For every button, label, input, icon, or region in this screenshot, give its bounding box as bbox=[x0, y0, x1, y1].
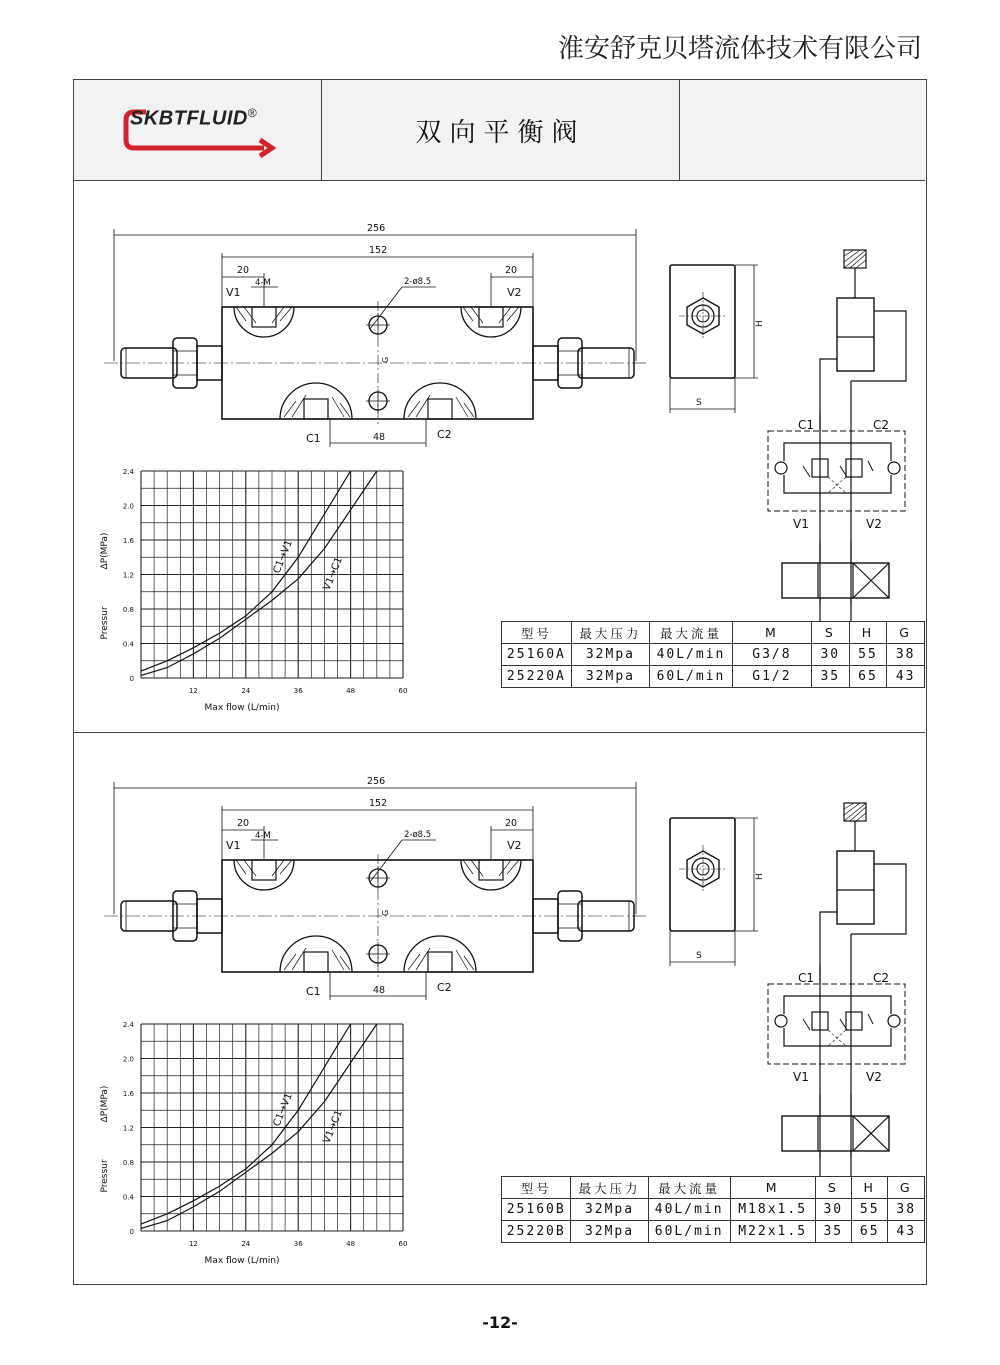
dim-overall: 256 bbox=[367, 776, 386, 787]
dim-4m: 4-M bbox=[255, 831, 271, 841]
table-cell: G1/2 bbox=[732, 666, 811, 688]
x-tick-label: 36 bbox=[293, 1240, 303, 1248]
y-tick-label: 1.2 bbox=[122, 1124, 134, 1133]
x-tick-label: 24 bbox=[241, 1240, 251, 1248]
y-axis-label-a: ΔP(MPa) bbox=[100, 532, 110, 570]
table-cell: 40L/min bbox=[650, 644, 733, 666]
label-c1: C1 bbox=[306, 432, 321, 445]
label-c2: C2 bbox=[437, 981, 452, 994]
table-cell: 32Mpa bbox=[571, 666, 649, 688]
table-header-cell: 最大压力 bbox=[571, 622, 649, 644]
side-view bbox=[670, 818, 758, 966]
table-header-cell: G bbox=[888, 1177, 925, 1199]
table-cell: M18x1.5 bbox=[730, 1199, 815, 1221]
page-frame bbox=[73, 79, 927, 1285]
performance-graph bbox=[100, 1021, 407, 1266]
schematic-c2: C2 bbox=[873, 418, 890, 432]
y-tick-label: 2.0 bbox=[122, 502, 134, 511]
schematic-v1: V1 bbox=[793, 1070, 809, 1084]
table-cell: 32Mpa bbox=[571, 1199, 648, 1221]
table-cell: 25220A bbox=[502, 666, 572, 688]
label-g: G bbox=[381, 356, 390, 363]
y-tick-label: 2.0 bbox=[122, 1055, 134, 1064]
label-v2: V2 bbox=[507, 839, 522, 852]
table-header-cell: H bbox=[849, 622, 887, 644]
table-cell: 35 bbox=[811, 666, 849, 688]
table-header-cell: 最大压力 bbox=[571, 1177, 648, 1199]
label-s: S bbox=[696, 951, 702, 961]
table-row bbox=[502, 1221, 925, 1243]
table-header-cell: S bbox=[811, 622, 849, 644]
page-number: -12- bbox=[482, 1313, 518, 1332]
label-v2: V2 bbox=[507, 286, 522, 299]
y-tick-label: 1.6 bbox=[122, 537, 134, 545]
schematic-c2: C2 bbox=[873, 971, 890, 985]
x-axis-label: Max flow (L/min) bbox=[204, 703, 280, 713]
dim-left-20: 20 bbox=[237, 265, 250, 276]
label-v1: V1 bbox=[226, 839, 241, 852]
table-header-cell: H bbox=[852, 1177, 888, 1199]
schematic-v1: V1 bbox=[793, 517, 809, 531]
section-divider bbox=[74, 732, 925, 733]
table-cell: 30 bbox=[815, 1199, 851, 1221]
dim-right-20: 20 bbox=[505, 818, 518, 829]
curve-label-c1v1: C1→V1 bbox=[271, 538, 295, 576]
y-tick-label: 1.2 bbox=[122, 571, 134, 580]
dim-overall: 256 bbox=[367, 223, 386, 234]
x-axis-label: Max flow (L/min) bbox=[204, 1256, 280, 1266]
table-header-cell: 型号 bbox=[502, 622, 572, 644]
table-cell: 40L/min bbox=[648, 1199, 730, 1221]
performance-graph bbox=[100, 468, 407, 713]
logo-reg: ® bbox=[247, 106, 258, 120]
schematic-v2: V2 bbox=[866, 517, 882, 531]
dim-body: 152 bbox=[369, 245, 388, 256]
x-tick-label: 12 bbox=[188, 687, 198, 695]
side-view bbox=[670, 265, 758, 413]
dim-left-20: 20 bbox=[237, 818, 250, 829]
schematic-c1: C1 bbox=[798, 971, 815, 985]
x-tick-label: 36 bbox=[293, 687, 303, 695]
y-tick-label: 0.8 bbox=[122, 1159, 134, 1167]
label-c1: C1 bbox=[306, 985, 321, 998]
hydraulic-schematic bbox=[768, 803, 906, 1194]
label-c2: C2 bbox=[437, 428, 452, 441]
company-name: 淮安舒克贝塔流体技术有限公司 bbox=[557, 34, 922, 64]
y-tick-label: 2.4 bbox=[122, 1021, 134, 1029]
dim-48: 48 bbox=[373, 985, 386, 996]
curve-label-v1c1: V1→C1 bbox=[321, 555, 345, 593]
table-cell: 25220B bbox=[502, 1221, 571, 1243]
logo-cell bbox=[74, 80, 322, 180]
table-header-cell: S bbox=[815, 1177, 851, 1199]
y-axis-label-a: ΔP(MPa) bbox=[100, 1085, 110, 1123]
table-cell: 65 bbox=[852, 1221, 888, 1243]
curve-label-c1v1: C1→V1 bbox=[271, 1091, 295, 1129]
section-a bbox=[74, 181, 925, 732]
x-tick-label: 24 bbox=[241, 687, 251, 695]
x-tick-label: 48 bbox=[346, 687, 356, 695]
section-b bbox=[74, 734, 925, 1284]
y-axis-label-b: Pressur bbox=[100, 1159, 110, 1193]
hydraulic-schematic bbox=[768, 250, 906, 641]
table-cell: M22x1.5 bbox=[730, 1221, 815, 1243]
table-cell: 38 bbox=[887, 644, 925, 666]
table-header-cell: 最大流量 bbox=[650, 622, 733, 644]
table-cell: 30 bbox=[811, 644, 849, 666]
valve-drawing bbox=[104, 782, 646, 1000]
y-tick-label: 0.4 bbox=[122, 640, 134, 649]
y-axis-label-b: Pressur bbox=[100, 606, 110, 640]
table-header-cell: 最大流量 bbox=[648, 1177, 730, 1199]
y-tick-label: 1.6 bbox=[122, 1090, 134, 1098]
y-tick-label: 0.8 bbox=[122, 606, 134, 614]
header-row bbox=[74, 80, 925, 181]
dim-right-20: 20 bbox=[505, 265, 518, 276]
curve-label-v1c1: V1→C1 bbox=[321, 1108, 345, 1146]
table-cell: 43 bbox=[888, 1221, 925, 1243]
label-h: H bbox=[755, 873, 765, 880]
logo-word: SKBTFLUID bbox=[130, 107, 248, 130]
table-row bbox=[502, 644, 925, 666]
table-row bbox=[502, 1199, 925, 1221]
table-cell: 32Mpa bbox=[571, 1221, 648, 1243]
table-cell: 35 bbox=[815, 1221, 851, 1243]
table-header-cell: M bbox=[732, 622, 811, 644]
table-header-cell: G bbox=[887, 622, 925, 644]
dim-4m: 4-M bbox=[255, 278, 271, 288]
table-cell: 32Mpa bbox=[571, 644, 649, 666]
table-cell: 25160B bbox=[502, 1199, 571, 1221]
table-row bbox=[502, 666, 925, 688]
label-s: S bbox=[696, 398, 702, 408]
title-cell bbox=[322, 80, 680, 180]
table-header-row bbox=[502, 622, 925, 644]
table-cell: 55 bbox=[849, 644, 887, 666]
spec-table bbox=[501, 621, 925, 688]
schematic-v2: V2 bbox=[866, 1070, 882, 1084]
y-tick-label: 0.4 bbox=[122, 1193, 134, 1202]
x-tick-label: 60 bbox=[398, 687, 408, 695]
label-h: H bbox=[755, 320, 765, 327]
y-tick-label: 0 bbox=[129, 1228, 134, 1236]
table-header-row bbox=[502, 1177, 925, 1199]
x-tick-label: 12 bbox=[188, 1240, 198, 1248]
dim-hole: 2-ø8.5 bbox=[404, 277, 432, 287]
table-cell: G3/8 bbox=[732, 644, 811, 666]
table-cell: 65 bbox=[849, 666, 887, 688]
blank-cell bbox=[680, 80, 925, 180]
y-tick-label: 2.4 bbox=[122, 468, 134, 476]
spec-table bbox=[501, 1176, 925, 1243]
x-tick-label: 48 bbox=[346, 1240, 356, 1248]
dim-body: 152 bbox=[369, 798, 388, 809]
table-header-cell: M bbox=[730, 1177, 815, 1199]
logo-text bbox=[130, 106, 257, 131]
table-cell: 43 bbox=[887, 666, 925, 688]
page-title: 双向平衡阀 bbox=[415, 117, 586, 148]
table-cell: 60L/min bbox=[648, 1221, 730, 1243]
table-cell: 25160A bbox=[502, 644, 572, 666]
dim-hole: 2-ø8.5 bbox=[404, 830, 432, 840]
schematic-c1: C1 bbox=[798, 418, 815, 432]
table-header-cell: 型号 bbox=[502, 1177, 571, 1199]
x-tick-label: 60 bbox=[398, 1240, 408, 1248]
y-tick-label: 0 bbox=[129, 675, 134, 683]
table-cell: 60L/min bbox=[650, 666, 733, 688]
valve-drawing bbox=[104, 229, 646, 447]
label-v1: V1 bbox=[226, 286, 241, 299]
table-cell: 55 bbox=[852, 1199, 888, 1221]
dim-48: 48 bbox=[373, 432, 386, 443]
label-g: G bbox=[381, 909, 390, 916]
table-cell: 38 bbox=[888, 1199, 925, 1221]
